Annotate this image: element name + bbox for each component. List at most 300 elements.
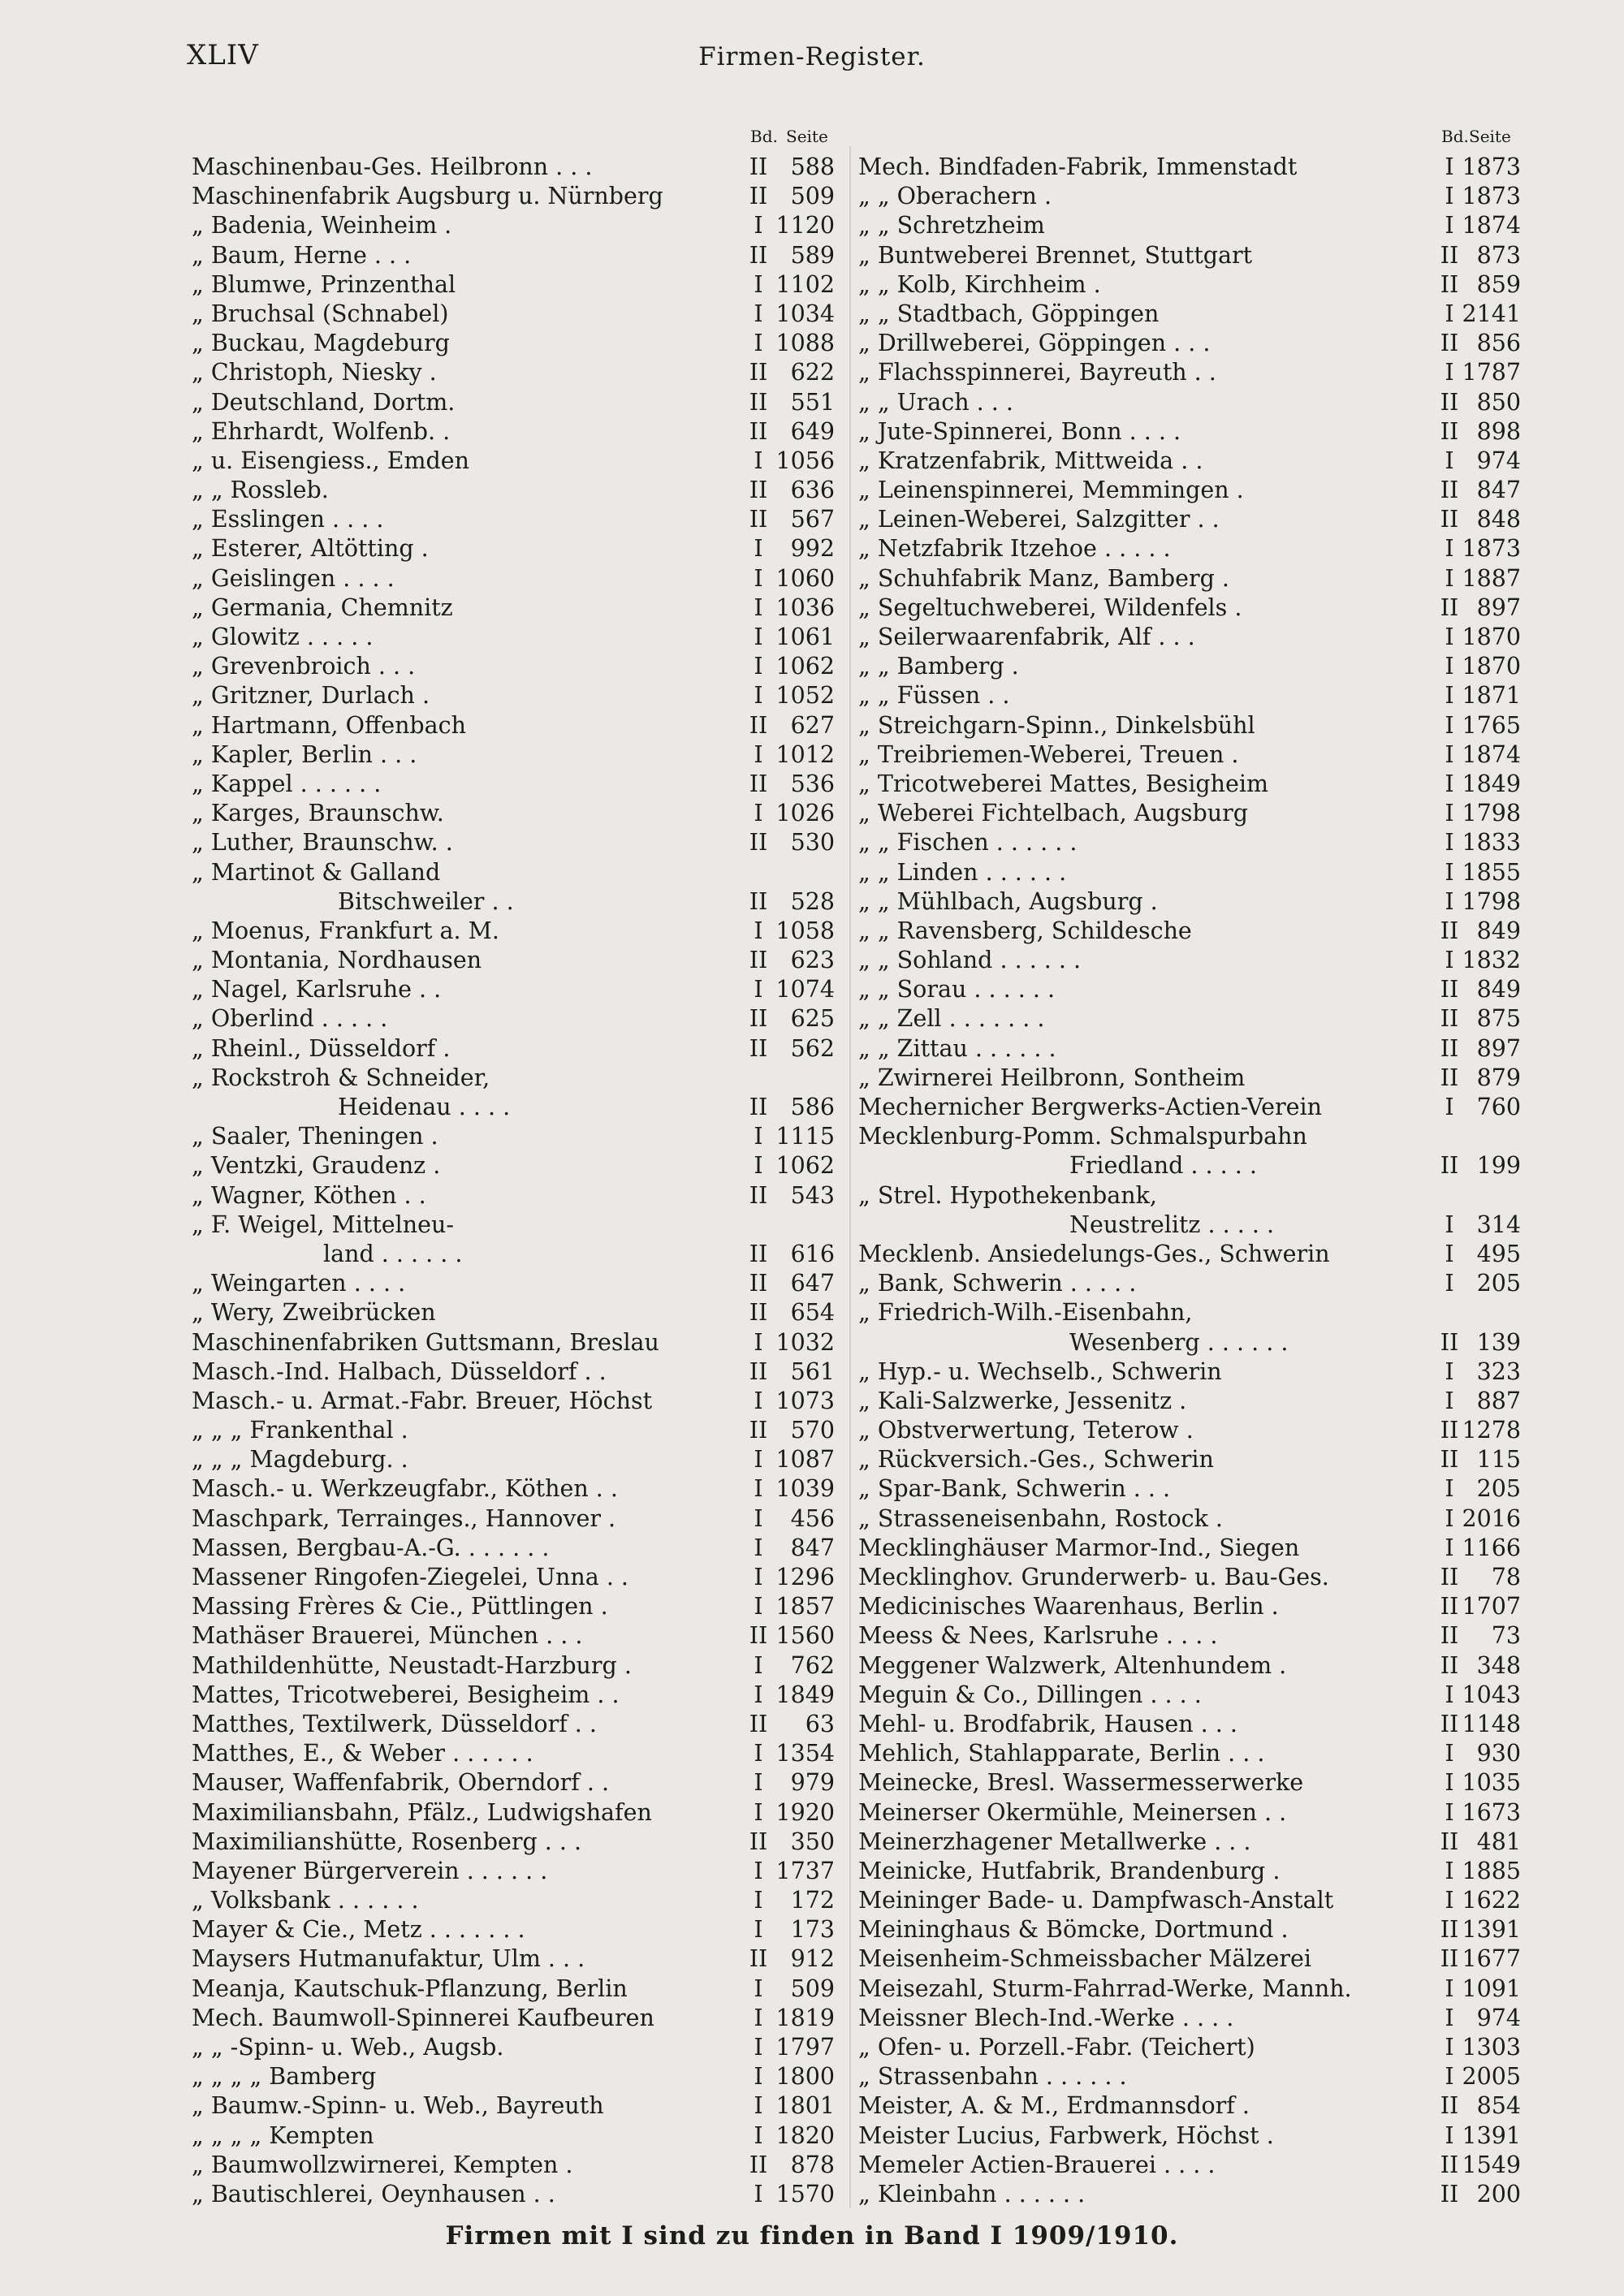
- entry-band: I: [754, 976, 763, 1003]
- register-entry: [858, 2151, 1521, 2180]
- register-entry: [192, 1093, 841, 1122]
- entry-name: „ Flachsspinnerei, Bayreuth . .: [858, 359, 1216, 386]
- entry-name: „ „ Schretzheim: [858, 212, 1045, 240]
- entry-page: 1087: [775, 1446, 835, 1474]
- entry-page: 570: [790, 1417, 835, 1444]
- entry-band: I: [754, 535, 763, 563]
- entry-page: 848: [1476, 506, 1521, 533]
- entry-band: I: [1445, 770, 1454, 797]
- entry-name: „ Montania, Nordhausen: [192, 947, 482, 974]
- entry-page: 1874: [1462, 212, 1521, 240]
- entry-page: 173: [790, 1916, 835, 1944]
- entry-band: II: [749, 417, 768, 445]
- entry-page: 1032: [775, 1328, 835, 1356]
- entry-name: „ Weberei Fichtelbach, Augsburg: [858, 800, 1249, 827]
- entry-page: 481: [1476, 1828, 1521, 1855]
- entry-band: I: [1445, 887, 1454, 915]
- entry-page: 1797: [775, 2034, 835, 2061]
- entry-page: 1833: [1462, 829, 1521, 857]
- entry-band: II: [1440, 1651, 1459, 1679]
- entry-page: 1012: [775, 740, 835, 768]
- entry-page: 1035: [1462, 1769, 1521, 1797]
- entry-page: 2141: [1462, 300, 1521, 327]
- register-entry: [192, 593, 841, 623]
- entry-page: 1091: [1462, 1974, 1521, 2002]
- entry-page: 1887: [1462, 564, 1521, 592]
- entry-band: I: [1445, 153, 1454, 180]
- entry-band: I: [1445, 1270, 1454, 1297]
- entry-name: „ Rückversich.-Ges., Schwerin: [858, 1446, 1214, 1474]
- entry-page: 1148: [1462, 1710, 1521, 1737]
- entry-page: 1115: [775, 1123, 835, 1150]
- entry-name: Mathäser Brauerei, München . . .: [192, 1622, 583, 1650]
- entry-name: Wesenberg . . . . . .: [1069, 1328, 1289, 1356]
- entry-page: 1074: [775, 976, 835, 1003]
- entry-band: I: [1445, 1887, 1454, 1914]
- register-entry: [192, 2151, 841, 2180]
- register-entry: [192, 1064, 841, 1093]
- register-entry: [858, 182, 1521, 211]
- entry-name: „ Friedrich-Wilh.-Eisenbahn,: [858, 1299, 1193, 1327]
- register-entry: [192, 1151, 841, 1180]
- register-entry: [858, 476, 1521, 505]
- register-entry: [192, 358, 841, 387]
- entry-band: I: [1445, 2063, 1454, 2091]
- entry-page: 1801: [775, 2092, 835, 2120]
- entry-name: „ Rheinl., Düsseldorf .: [192, 1034, 451, 1062]
- register-entry: [858, 358, 1521, 387]
- entry-name: Mayer & Cie., Metz . . . . . . .: [192, 1916, 525, 1944]
- entry-band: I: [1445, 1094, 1454, 1120]
- register-entry: [858, 1093, 1521, 1122]
- register-entry: [858, 681, 1521, 710]
- entry-name: „ Segeltuchweberei, Wildenfels .: [858, 593, 1242, 621]
- entry-page: 205: [1476, 1270, 1521, 1297]
- entry-name: Mech. Bindfaden-Fabrik, Immenstadt: [858, 153, 1298, 180]
- entry-band: I: [754, 2063, 763, 2091]
- entry-page: 509: [790, 183, 835, 210]
- entry-page: 2005: [1462, 2063, 1521, 2091]
- entry-band: II: [749, 829, 768, 857]
- entry-band: II: [749, 359, 768, 386]
- entry-page: 1058: [775, 917, 835, 944]
- register-entry: [858, 1974, 1521, 2004]
- register-entry: [192, 1004, 841, 1034]
- entry-page: 616: [790, 1240, 835, 1267]
- entry-band: I: [754, 300, 763, 327]
- register-entry: [192, 1621, 841, 1651]
- entry-page: 1056: [775, 447, 835, 474]
- entry-band: II: [1440, 1005, 1459, 1033]
- entry-band: II: [1440, 241, 1459, 269]
- entry-page: 897: [1476, 1034, 1521, 1062]
- entry-name: „ Glowitz . . . . .: [192, 624, 374, 650]
- entry-band: I: [1445, 653, 1454, 680]
- register-entry: [192, 770, 841, 799]
- entry-page: 561: [790, 1357, 835, 1385]
- entry-name: „ Baumw.-Spinn- u. Web., Bayreuth: [192, 2092, 604, 2120]
- entry-band: I: [1445, 800, 1454, 827]
- entry-band: II: [1440, 2180, 1459, 2208]
- entry-band: I: [754, 1475, 763, 1503]
- entry-page: 847: [790, 1534, 835, 1561]
- entry-band: II: [749, 770, 768, 797]
- entry-name: „ Strel. Hypothekenbank,: [858, 1181, 1157, 1209]
- entry-name: „ Kapler, Berlin . . .: [192, 740, 417, 768]
- register-entry: [192, 1974, 841, 2004]
- register-entry: [192, 1211, 841, 1240]
- entry-page: 115: [1476, 1446, 1521, 1474]
- entry-page: 323: [1476, 1357, 1521, 1385]
- entry-name: Memeler Actien-Brauerei . . . .: [858, 2151, 1216, 2178]
- entry-name: „ Strassenbahn . . . . . .: [858, 2063, 1127, 2091]
- entry-page: 647: [790, 1270, 835, 1297]
- entry-page: 567: [790, 506, 835, 533]
- entry-name: Mechernicher Bergwerks-Actien-Verein: [858, 1094, 1322, 1120]
- entry-name: „ „ Zittau . . . . . .: [858, 1034, 1056, 1062]
- entry-band: I: [754, 1974, 763, 2002]
- entry-name: „ u. Eisengiess., Emden: [192, 447, 470, 474]
- entry-band: II: [749, 1828, 768, 1855]
- entry-page: 1043: [1462, 1681, 1521, 1708]
- register-entry: [192, 211, 841, 240]
- register-entry: [858, 593, 1521, 623]
- register-entry: [192, 2004, 841, 2033]
- entry-name: „ Kappel . . . . . .: [192, 770, 382, 797]
- register-entry: [192, 1269, 841, 1298]
- register-entry: [192, 564, 841, 593]
- entry-page: 348: [1476, 1651, 1521, 1679]
- entry-band: I: [1445, 1974, 1454, 2002]
- entry-page: 78: [1491, 1564, 1521, 1590]
- entry-name: Meininger Bade- u. Dampfwasch-Anstalt: [858, 1887, 1334, 1914]
- entry-name: „ Treibriemen-Weberei, Treuen .: [858, 740, 1239, 768]
- register-entry: [192, 1681, 841, 1710]
- register-entry: [858, 1886, 1521, 1915]
- register-entry: [192, 1504, 841, 1534]
- register-entry: [858, 2121, 1521, 2151]
- entry-name: „ Strasseneisenbahn, Rostock .: [858, 1504, 1223, 1532]
- entry-name: „ Bank, Schwerin . . . . .: [858, 1270, 1137, 1297]
- entry-page: 1857: [775, 1593, 835, 1621]
- entry-band: I: [754, 2034, 763, 2061]
- register-entry: [858, 2033, 1521, 2062]
- register-entry: [192, 1328, 841, 1357]
- register-entry: [858, 799, 1521, 828]
- entry-name: „ Bautischlerei, Oeynhausen . .: [192, 2180, 555, 2208]
- entry-name: „ „ Fischen . . . . . .: [858, 829, 1078, 857]
- entry-name: „ Leinen-Weberei, Salzgitter . .: [858, 506, 1220, 533]
- entry-page: 875: [1476, 1005, 1521, 1033]
- register-entry: [858, 1915, 1521, 1944]
- entry-page: 1677: [1462, 1945, 1521, 1973]
- register-entry: [858, 417, 1521, 447]
- entry-name: „ Badenia, Weinheim .: [192, 212, 452, 240]
- entry-name: Meguin & Co., Dillingen . . . .: [858, 1681, 1202, 1708]
- entry-band: I: [1445, 359, 1454, 386]
- entry-name: Maschinenbau-Ges. Heilbronn . . .: [192, 153, 593, 180]
- entry-page: 887: [1476, 1387, 1521, 1414]
- register-entry: [858, 1504, 1521, 1534]
- entry-page: 530: [790, 829, 835, 857]
- entry-name: „ Zwirnerei Heilbronn, Sontheim: [858, 1064, 1246, 1091]
- entry-band: II: [1440, 1328, 1459, 1356]
- entry-name: Mecklenburg-Pomm. Schmalspurbahn: [858, 1123, 1307, 1150]
- register-entry: [192, 1474, 841, 1504]
- entry-page: 992: [790, 535, 835, 563]
- entry-band: II: [1440, 1064, 1459, 1091]
- entry-name: Masch.- u. Werkzeugfabr., Köthen . .: [192, 1475, 618, 1503]
- register-entry: [858, 447, 1521, 476]
- register-entry: [192, 447, 841, 476]
- entry-name: Maximilianshütte, Rosenberg . . .: [192, 1828, 582, 1855]
- entry-page: 350: [790, 1828, 835, 1855]
- register-rows: [192, 153, 841, 2209]
- entry-page: 199: [1476, 1152, 1521, 1180]
- entry-page: 1026: [775, 800, 835, 827]
- entry-name: Mehl- u. Brodfabrik, Hausen . . .: [858, 1710, 1237, 1737]
- entry-band: I: [754, 2004, 763, 2031]
- entry-page: 974: [1476, 447, 1521, 474]
- page-column-label: Seite: [786, 127, 828, 146]
- register-entry: [858, 1211, 1521, 1240]
- register-entry: [192, 623, 841, 652]
- register-entry: [192, 2062, 841, 2091]
- register-entry: [858, 270, 1521, 300]
- register-entry: [192, 1944, 841, 1974]
- entry-name: „ „ -Spinn- u. Web., Augsb.: [192, 2034, 504, 2061]
- entry-name: „ „ „ Magdeburg. .: [192, 1446, 408, 1474]
- register-entry: [858, 1151, 1521, 1180]
- entry-page: 588: [790, 153, 835, 180]
- entry-name: „ „ Ravensberg, Schildesche: [858, 917, 1192, 944]
- register-entry: [858, 1681, 1521, 1710]
- entry-band: I: [1445, 624, 1454, 650]
- entry-band: I: [1445, 829, 1454, 857]
- entry-name: „ Buckau, Magdeburg: [192, 330, 450, 357]
- register-entry: [858, 770, 1521, 799]
- entry-name: „ Gritzner, Durlach .: [192, 682, 430, 710]
- entry-name: land . . . . . .: [323, 1240, 463, 1267]
- register-entry: [858, 1621, 1521, 1651]
- entry-band: I: [1445, 711, 1454, 739]
- register-entry: [192, 1563, 841, 1592]
- register-entry: [858, 1064, 1521, 1093]
- entry-band: I: [754, 917, 763, 944]
- register-entry: [858, 1387, 1521, 1416]
- entry-name: Mecklenb. Ansiedelungs-Ges., Schwerin: [858, 1240, 1330, 1267]
- register-entry: [858, 1563, 1521, 1592]
- entry-name: „ „ Oberachern .: [858, 183, 1052, 210]
- register-entry: [192, 182, 841, 211]
- entry-name: „ Moenus, Frankfurt a. M.: [192, 917, 499, 944]
- register-entry: [192, 887, 841, 917]
- entry-band: II: [1440, 330, 1459, 357]
- entry-band: II: [1440, 1034, 1459, 1062]
- entry-band: I: [1445, 535, 1454, 563]
- entry-band: II: [1440, 477, 1459, 504]
- entry-name: „ „ Sorau . . . . . .: [858, 976, 1056, 1003]
- entry-page: 1849: [775, 1681, 835, 1708]
- register-entry: [192, 388, 841, 417]
- entry-page: 1855: [1462, 858, 1521, 886]
- entry-page: 314: [1476, 1211, 1521, 1238]
- entry-name: „ Wagner, Köthen . .: [192, 1181, 426, 1209]
- column-divider: [849, 146, 851, 2208]
- page-column-label: Seite: [1469, 127, 1511, 146]
- entry-name: „ Germania, Chemnitz: [192, 593, 453, 621]
- entry-band: II: [749, 506, 768, 533]
- entry-page: 1819: [775, 2004, 835, 2031]
- register-entry: [192, 1710, 841, 1739]
- register-entry: [192, 799, 841, 828]
- register-entry: [192, 740, 841, 770]
- entry-band: I: [1445, 1211, 1454, 1238]
- entry-band: II: [749, 1240, 768, 1267]
- entry-band: I: [1445, 1769, 1454, 1797]
- register-entry: [192, 534, 841, 563]
- entry-band: II: [749, 1270, 768, 1297]
- register-entry: [858, 1298, 1514, 1327]
- entry-band: II: [749, 711, 768, 739]
- entry-name: „ Seilerwaarenfabrik, Alf . . .: [858, 624, 1195, 650]
- entry-name: Neustrelitz . . . . .: [1069, 1211, 1275, 1238]
- entry-name: Mayener Bürgerverein . . . . . .: [192, 1857, 548, 1884]
- register-entry: [192, 946, 841, 975]
- entry-band: I: [1445, 212, 1454, 240]
- entry-name: Friedland . . . . .: [1069, 1152, 1257, 1180]
- entry-page: 1870: [1462, 653, 1521, 680]
- entry-band: II: [749, 2151, 768, 2178]
- register-entry: [858, 975, 1521, 1004]
- entry-page: 856: [1476, 330, 1521, 357]
- entry-name: „ Nagel, Karlsruhe . .: [192, 976, 442, 1003]
- entry-band: I: [1445, 682, 1454, 710]
- entry-page: 1873: [1462, 153, 1521, 180]
- entry-name: „ Spar-Bank, Schwerin . . .: [858, 1475, 1171, 1503]
- entry-band: II: [749, 1181, 768, 1209]
- register-entry: [192, 476, 841, 505]
- register-entry: [192, 681, 841, 710]
- register-entry: [192, 270, 841, 300]
- entry-band: II: [749, 1710, 768, 1737]
- entry-page: 1707: [1462, 1593, 1521, 1621]
- entry-band: II: [1440, 1945, 1459, 1973]
- register-entry: [858, 329, 1521, 358]
- register-entry: [858, 1034, 1521, 1064]
- entry-name: Mauser, Waffenfabrik, Oberndorf . .: [192, 1769, 610, 1797]
- entry-band: I: [1445, 740, 1454, 768]
- entry-band: I: [1445, 2034, 1454, 2061]
- page-title: Firmen-Register.: [698, 42, 926, 71]
- entry-page: 854: [1476, 2092, 1521, 2120]
- register-entry: [858, 1269, 1521, 1298]
- entry-band: II: [749, 1417, 768, 1444]
- entry-name: „ Leinenspinnerei, Memmingen .: [858, 477, 1244, 504]
- entry-name: Massen, Bergbau-A.-G. . . . . . .: [192, 1534, 550, 1561]
- entry-name: Mehlich, Stahlapparate, Berlin . . .: [858, 1740, 1265, 1767]
- register-entry: [192, 2033, 841, 2062]
- entry-page: 897: [1476, 593, 1521, 621]
- entry-band: II: [749, 477, 768, 504]
- entry-name: Meissner Blech-Ind.-Werke . . . .: [858, 2004, 1234, 2031]
- register-entry: [858, 2180, 1521, 2209]
- register-entry: [192, 241, 841, 270]
- entry-name: „ Ehrhardt, Wolfenb. .: [192, 417, 451, 445]
- entry-name: „ Ofen- u. Porzell.-Fabr. (Teichert): [858, 2034, 1255, 2061]
- entry-band: I: [1445, 1387, 1454, 1414]
- entry-band: I: [754, 1328, 763, 1356]
- register-entry: [858, 623, 1521, 652]
- page-number: XLIV: [187, 39, 259, 71]
- register-entry: [858, 1357, 1521, 1387]
- entry-page: 849: [1476, 917, 1521, 944]
- entry-page: 654: [790, 1299, 835, 1327]
- entry-page: 1354: [775, 1740, 835, 1767]
- entry-page: 979: [790, 1769, 835, 1797]
- register-entry: [858, 1857, 1521, 1886]
- register-entry: [858, 917, 1521, 946]
- entry-page: 627: [790, 711, 835, 739]
- entry-page: 1570: [775, 2180, 835, 2208]
- entry-name: „ Weingarten . . . .: [192, 1270, 406, 1297]
- entry-name: „ Grevenbroich . . .: [192, 653, 416, 680]
- entry-page: 551: [790, 388, 835, 416]
- entry-band: I: [754, 1769, 763, 1797]
- entry-page: 625: [790, 1005, 835, 1033]
- entry-name: Mecklinghäuser Marmor-Ind., Siegen: [858, 1534, 1300, 1561]
- entry-page: 873: [1476, 241, 1521, 269]
- entry-name: „ Esterer, Altötting .: [192, 535, 429, 563]
- entry-band: I: [754, 2092, 763, 2120]
- entry-band: II: [1440, 2151, 1459, 2178]
- entry-page: 1034: [775, 300, 835, 327]
- entry-page: 898: [1476, 417, 1521, 445]
- entry-name: Meinerzhagener Metallwerke . . .: [858, 1828, 1251, 1855]
- entry-name: „ Kratzenfabrik, Mittweida . .: [858, 447, 1203, 474]
- register-entry: [192, 1651, 841, 1681]
- entry-name: Mathildenhütte, Neustadt-Harzburg .: [192, 1651, 632, 1679]
- entry-page: 528: [790, 887, 835, 915]
- entry-band: II: [749, 388, 768, 416]
- entry-band: I: [754, 1152, 763, 1180]
- entry-band: II: [1440, 1152, 1459, 1180]
- register-entry: [192, 1857, 841, 1886]
- entry-name: „ Rockstroh & Schneider,: [192, 1064, 490, 1091]
- entry-name: „ „ Linden . . . . . .: [858, 858, 1067, 886]
- entry-band: I: [754, 682, 763, 710]
- entry-name: „ Baumwollzwirnerei, Kempten .: [192, 2151, 573, 2178]
- entry-name: Matthes, Textilwerk, Düsseldorf . .: [192, 1710, 597, 1737]
- entry-band: I: [1445, 1240, 1454, 1267]
- register-rows: [858, 153, 1521, 2209]
- entry-page: 1798: [1462, 800, 1521, 827]
- register-entry: [192, 329, 841, 358]
- entry-band: II: [1440, 1710, 1459, 1737]
- register-entry: [858, 1474, 1521, 1504]
- entry-page: 760: [1476, 1094, 1521, 1120]
- entry-page: 930: [1476, 1740, 1521, 1767]
- entry-band: I: [754, 740, 763, 768]
- entry-page: 1303: [1462, 2034, 1521, 2061]
- band-column-label: Bd.: [750, 127, 778, 146]
- entry-name: „ Streichgarn-Spinn., Dinkelsbühl: [858, 711, 1255, 739]
- entry-name: Meggener Walzwerk, Altenhundem .: [858, 1651, 1287, 1679]
- entry-band: I: [754, 624, 763, 650]
- register-entry: [858, 1328, 1521, 1357]
- entry-page: 622: [790, 359, 835, 386]
- entry-page: 1036: [775, 593, 835, 621]
